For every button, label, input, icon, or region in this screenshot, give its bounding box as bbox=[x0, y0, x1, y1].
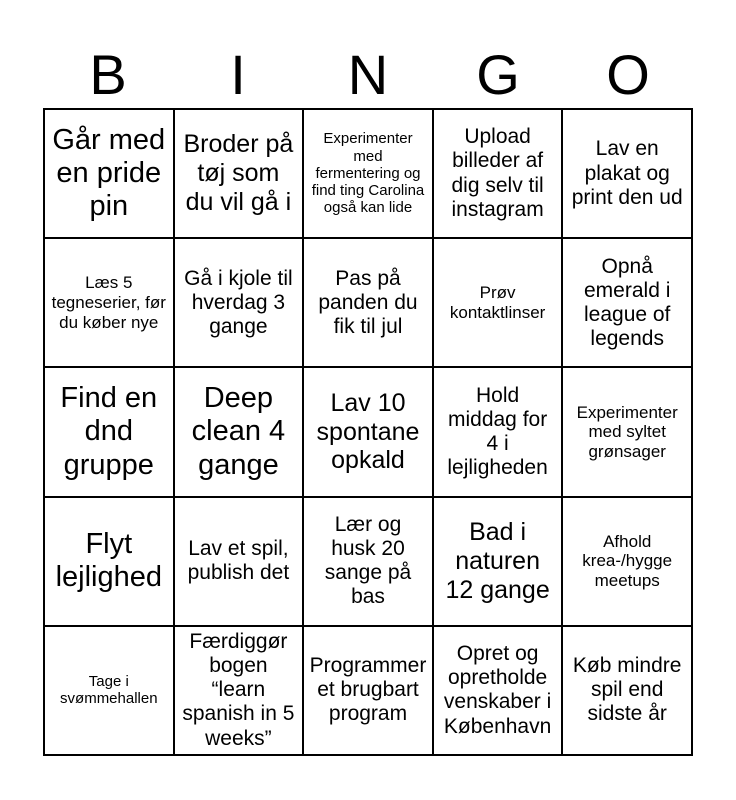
bingo-cell[interactable] bbox=[433, 367, 563, 496]
bingo-cell[interactable] bbox=[174, 626, 304, 755]
bingo-cell[interactable] bbox=[303, 109, 433, 238]
bingo-cell[interactable] bbox=[174, 238, 304, 367]
bingo-cell[interactable] bbox=[562, 497, 692, 626]
bingo-cell[interactable] bbox=[44, 367, 174, 496]
cell-text: Upload billeder af dig selv til instagram bbox=[451, 125, 544, 221]
bingo-cell[interactable] bbox=[433, 238, 563, 367]
bingo-cell[interactable] bbox=[44, 497, 174, 626]
bingo-cell[interactable] bbox=[174, 109, 304, 238]
bingo-cell[interactable] bbox=[174, 497, 304, 626]
cell-text: Opnå emerald i league of legends bbox=[583, 254, 671, 350]
cell-text: Programmer et brugbart program bbox=[309, 654, 427, 726]
cell-text: Gå i kjole til hverdag 3 gange bbox=[184, 266, 293, 338]
cell-text: Køb mindre spil end sidste år bbox=[572, 654, 682, 726]
bingo-cell[interactable] bbox=[44, 109, 174, 238]
cell-text: Pas på panden du fik til jul bbox=[318, 266, 418, 338]
bingo-cell[interactable] bbox=[562, 367, 692, 496]
header-letter-b: B bbox=[89, 43, 127, 106]
bingo-header bbox=[43, 44, 693, 106]
bingo-cell[interactable] bbox=[562, 109, 692, 238]
bingo-cell[interactable] bbox=[303, 497, 433, 626]
cell-text: Find en dnd gruppe bbox=[60, 381, 158, 481]
cell-text: Tage i svømmehallen bbox=[60, 673, 158, 708]
bingo-cell[interactable] bbox=[562, 238, 692, 367]
cell-text: Prøv kontaktlinser bbox=[449, 283, 546, 322]
cell-text: Læs 5 tegneserier, før du køber nye bbox=[51, 273, 166, 332]
bingo-cell[interactable] bbox=[433, 626, 563, 755]
cell-text: Lær og husk 20 sange på bas bbox=[324, 512, 412, 609]
cell-text: Lav 10 spontane opkald bbox=[316, 388, 420, 475]
cell-text: Flyt lejlighed bbox=[55, 527, 162, 594]
cell-text: Færdiggør bogen “learn spanish in 5 weeks” bbox=[182, 630, 295, 750]
cell-text: Opret og opretholde venskaber i København bbox=[443, 642, 552, 738]
bingo-board bbox=[43, 108, 693, 756]
cell-text: Broder på tøj som du vil gå i bbox=[183, 130, 294, 216]
bingo-cell[interactable] bbox=[303, 367, 433, 496]
cell-text: Hold middag for 4 i lejligheden bbox=[447, 383, 548, 480]
cell-text: Experimenter med syltet grønsager bbox=[576, 402, 678, 461]
cell-text: Bad i naturen 12 gange bbox=[445, 518, 550, 604]
bingo-cell[interactable] bbox=[44, 238, 174, 367]
bingo-cell[interactable] bbox=[303, 238, 433, 367]
bingo-cell[interactable] bbox=[562, 626, 692, 755]
bingo-cell[interactable] bbox=[44, 626, 174, 755]
bingo-cell[interactable] bbox=[303, 626, 433, 755]
bingo-cell[interactable] bbox=[174, 367, 304, 496]
cell-text: Afhold krea-/hygge meetups bbox=[582, 531, 673, 590]
header-letter-n: N bbox=[347, 43, 389, 106]
cell-text: Lav et spil, publish det bbox=[187, 537, 290, 585]
bingo-cell[interactable] bbox=[433, 109, 563, 238]
header-letter-o: O bbox=[606, 43, 650, 106]
header-letter-g: G bbox=[476, 43, 520, 106]
cell-text: Lav en plakat og print den ud bbox=[571, 137, 683, 209]
cell-text: Experimenter med fermentering og find ting Carolina også kan lide bbox=[311, 130, 425, 217]
header-letter-i: I bbox=[230, 43, 246, 106]
cell-text: Går med en pride pin bbox=[52, 123, 166, 223]
cell-text: Deep clean 4 gange bbox=[191, 381, 286, 481]
bingo-cell[interactable] bbox=[433, 497, 563, 626]
